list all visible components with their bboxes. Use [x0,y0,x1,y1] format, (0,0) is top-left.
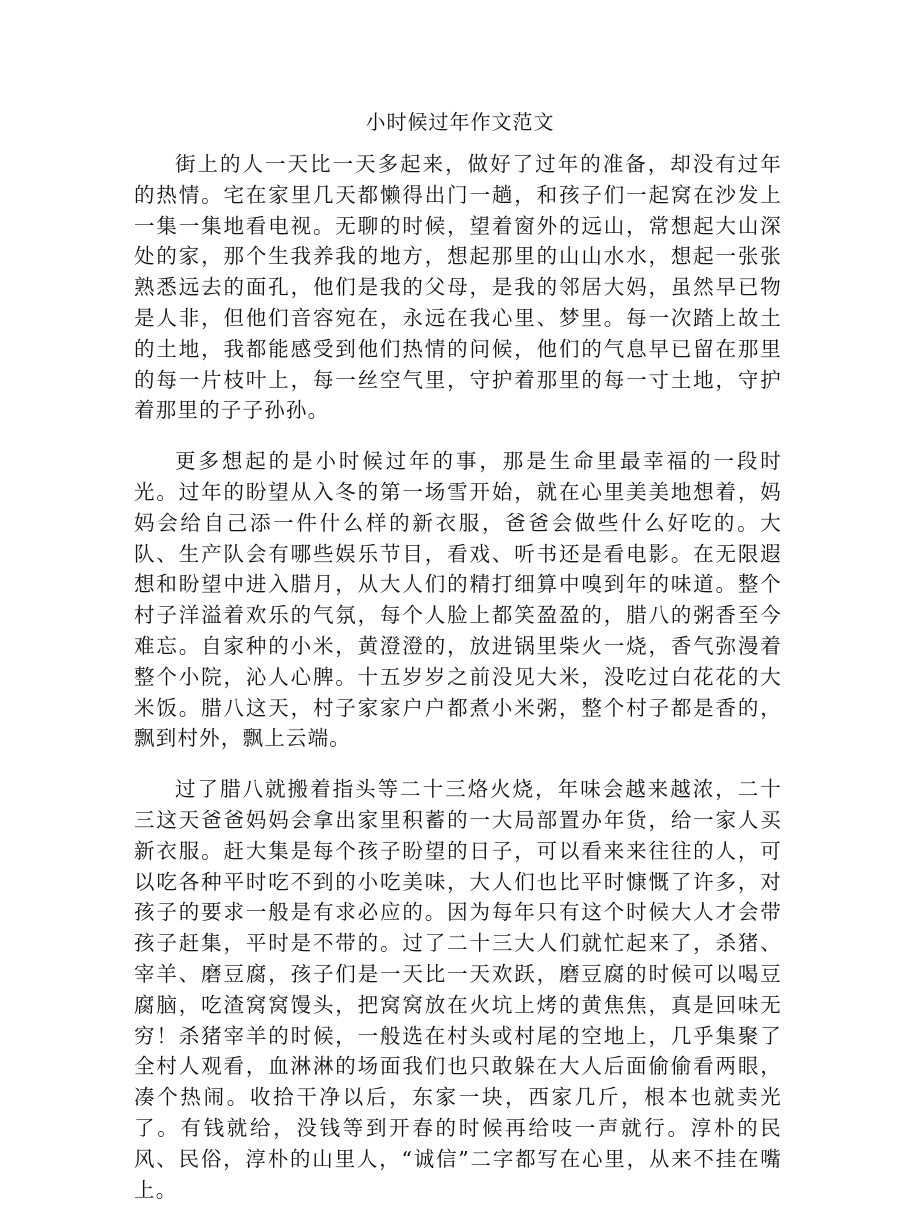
paragraph: 过了腊八就搬着指头等二十三烙火烧，年味会越来越浓，二十三这天爸爸妈妈会拿出家里积蓄的一大局部置办年货，给一家人买新衣服。赶大集是每个孩子盼望的日子，可以看来来往往的人，可以吃各种平时吃不到的小吃美味，大人们也比平时慷慨了许多，对孩子的要求一般是有求必应的。因为每年只有这个时候大人才会带孩子赶集，平时是不带的。过了二十三大人们就忙起来了，杀猪、宰羊、磨豆腐，孩子们是一天比一天欢跃，磨豆腐的时候可以喝豆腐脑，吃渣窝窝馒头，把窝窝放在火坑上烤的黄焦焦，真是回味无穷！杀猪宰羊的时候，一般选在村头或村尾的空地上，几乎集聚了全村人观看，血淋淋的场面我们也只敢躲在大人后面偷偷看两眼，凑个热闹。收拾干净以后，东家一块，西家几斤，根本也就卖光了。有钱就给，没钱等到开春的时候再给吱一声就行。淳朴的民风、民俗，淳朴的山里人，“诚信”二字都写在心里，从来不挂在嘴上。 [134,777,782,1202]
paragraph: 更多想起的是小时候过年的事，那是生命里最幸福的一段时光。过年的盼望从入冬的第一场雪开始，就在心里美美地想着，妈妈会给自己添一件什么样的新衣服，爸爸会做些什么好吃的。大队、生产队会有哪些娱乐节目，看戏、听书还是看电影。在无限遐想和盼望中进入腊月，从大人们的精打细算中嗅到年的味道。整个村子洋溢着欢乐的气氛，每个人脸上都笑盈盈的，腊八的粥香至今难忘。自家种的小米，黄澄澄的，放进锅里柴火一烧，香气弥漫着整个小院，沁人心脾。十五岁岁之前没见大米，没吃过白花花的大米饭。腊八这天，村子家家户户都煮小米粥，整个村子都是香的，飘到村外，飘上云端。 [134,449,782,751]
paragraph: 街上的人一天比一天多起来，做好了过年的准备，却没有过年的热情。宅在家里几天都懒得出门一趟，和孩子们一起窝在沙发上一集一集地看电视。无聊的时候，望着窗外的远山，常想起大山深处的家，那个生我养我的地方，想起那里的山山水水，想起一张张熟悉远去的面孔，他们是我的父母，是我的邻居大妈，虽然早已物是人非，但他们音容宛在，永远在我心里、梦里。每一次踏上故土的土地，我都能感受到他们热情的问候，他们的气息早已留在那里的每一片枝叶上，每一丝空气里，守护着那里的每一寸土地，守护着那里的子子孙孙。 [134,152,782,423]
article-body [134,149,782,1225]
page-title: 小时候过年作文范文 [365,110,555,134]
